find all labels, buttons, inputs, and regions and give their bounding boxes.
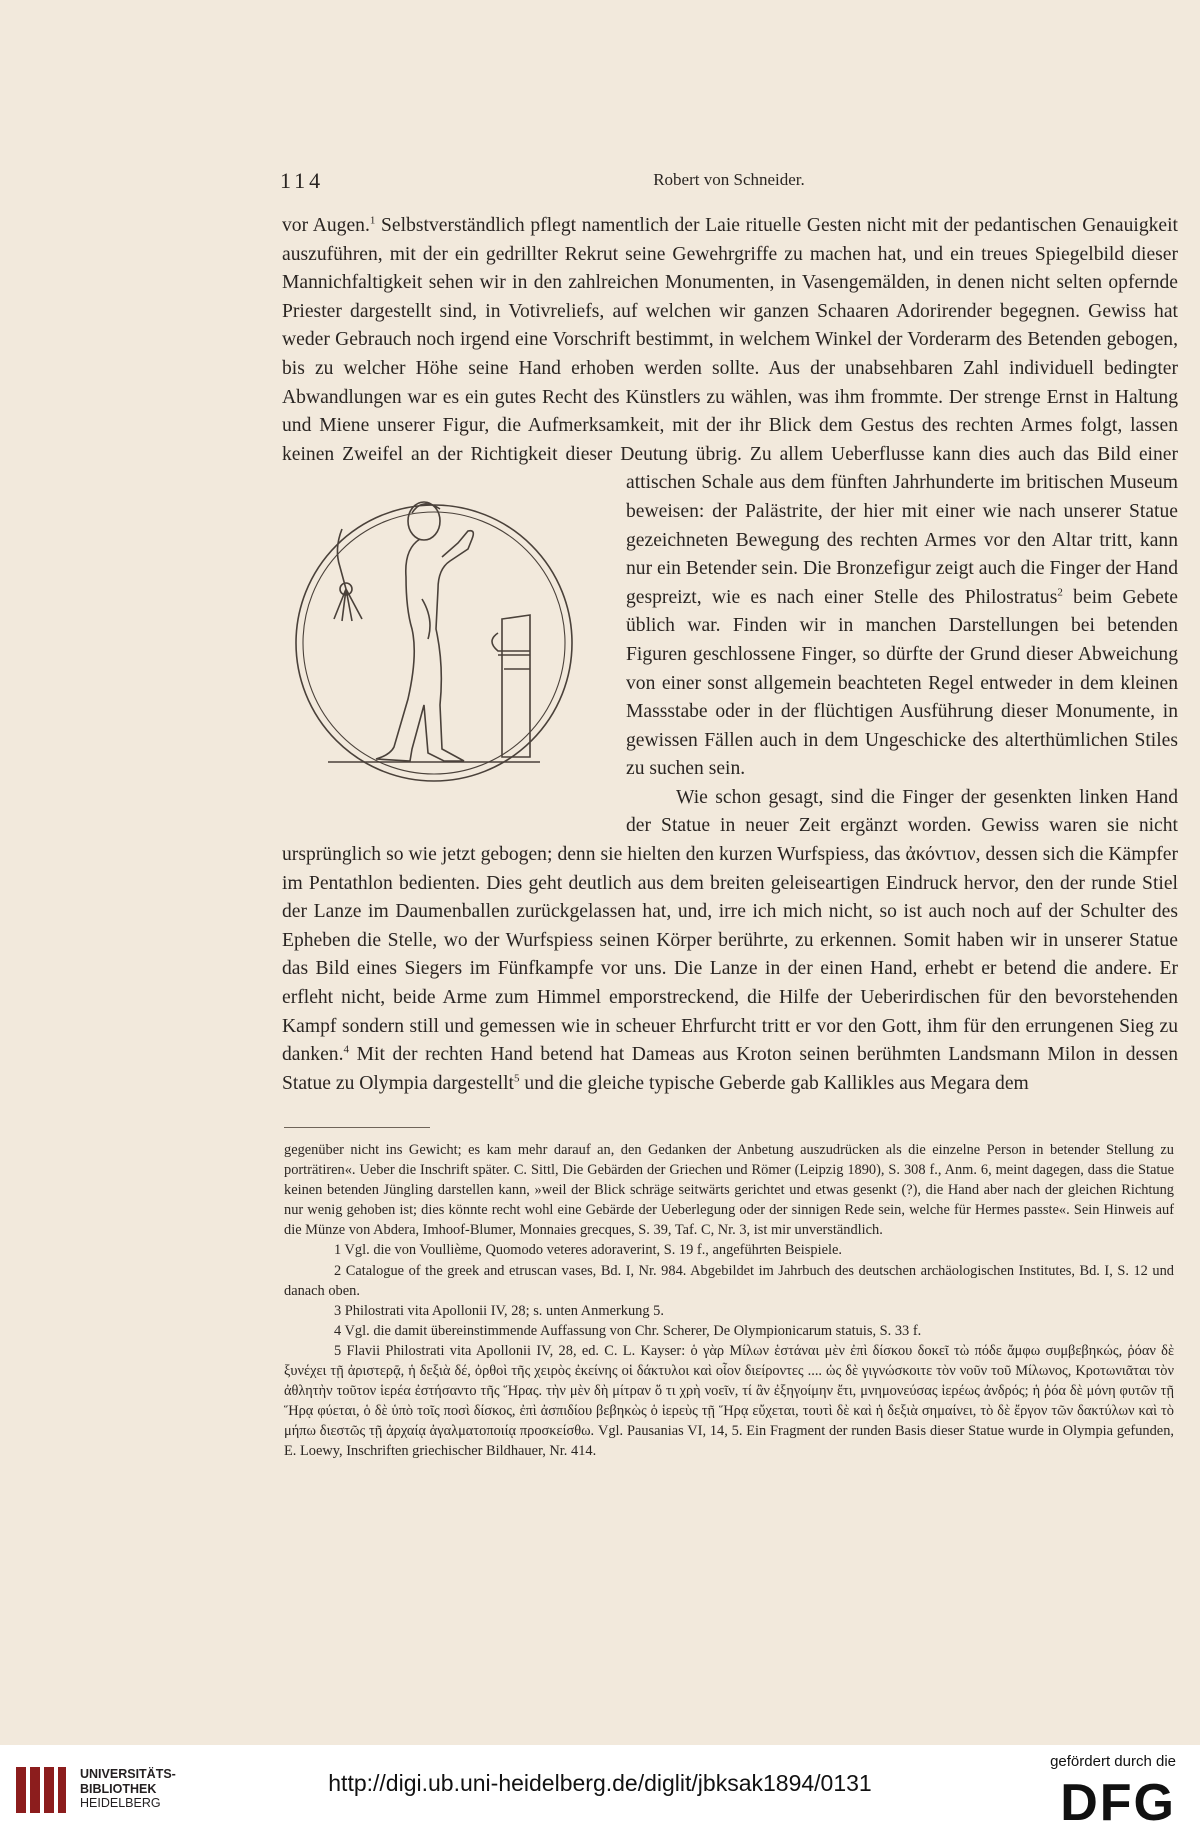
paragraph-1-text-b: Selbstverständlich pflegt namentlich der Laie rituelle Gesten nicht mit der pedantischen Genauigkeit auszuführen, mit der ein gedrillter Rekrut seine Gewehrgriffe zu machen hat, und ein treues Spiegelbild dieser Mannichfaltigkeit sehen wir in den zahlreichen Monumenten, in Vasengemälden, in denen nicht selten opfernde Priester dargestellt sind, in Votivreliefs, auf welchen wir ganzen Schaaren Adorirender begegnen. Gewiss hat weder Gebrauch noch irgend eine Vorschrift bestimmt, in welchem Winkel der Vorderarm des Betenden gebogen, bis zu welcher Höhe seine Hand erhoben werden sollte. Aus der unabsehbaren Zahl individuell bedingter Abwandlungen war es ein gutes Recht des Künstlers zu wählen, was ihm frommte. Der strenge Ernst in Haltung und Miene unserer Figur, die Aufmerksamkeit, mit der ihr Blick dem Gestus des rechten Armes folgt, lassen keinen Zweifel an der Richtigkeit dieser Deutung übrig. Zu allem Ueberflusse kann dies auch das Bild einer attischen Schale aus dem fünften Jahrhunderte im britischen Museum [282,215,1178,494]
footnotes [284,1140,1174,1462]
inner-ring [303,512,565,774]
head-icon [408,502,440,540]
funding-caption: gefördert durch die [1050,1753,1176,1770]
main-text [282,212,1178,1098]
footnote-continuation: gegenüber nicht ins Gewicht; es kam mehr darauf an, den Gedanken der Anbetung auszudrücken als die einzelne Person in betender Stellung zu porträtiren«. Ueber die Inschrift später. C. Sittl, Die Gebärden der Griechen und Römer (Leipzig 1890), S. 308 f., Anm. 6, meint dagegen, dass die Statue keinen betenden Jüngling darstellen kann, »weil der Blick schräge seitwärts gerichtet und etwas gesenkt (?), die Hand aber nach der gleichen Richtung nur wenig gehoben ist; dies könnte recht wohl eine Gebärde der Ueberlegung oder der sinnigen Rede sein, welche für Hermes passte«. Sein Hinweis auf die Münze von Abdera, Imhoof-Blumer, Monnaies grecques, S. 39, Taf. C, Nr. 3, ist mir unverständlich. [284,1142,1174,1239]
paragraph-1-text-d: beim Gebete üblich war. Finden wir in manchen Darstellungen bei betenden Figuren geschlossene Finger, so dürfte der Grund dieser Abweichung von einer sonst allgemein beachteten Regel entweder in dem kleinen Massstabe oder in der flüchtigen Ausführung dieser Monumente, in gewissen Fällen auch in dem Ungeschicke des alterthümlichen Stiles zu suchen sein. [626,586,1178,780]
footnote-ref-4[interactable]: 4 [343,1043,349,1056]
paragraph-2-text-b: Mit der rechten Hand betend hat Dameas aus Kroton seinen berühmten Landsmann Milon in dessen Statue zu Olympia dargestellt [282,1044,1178,1094]
page-number: 114 [280,168,325,193]
paragraph-2-text-a: Wie schon gesagt, sind die Finger der gesenkten linken Hand der Statue in neuer Zeit ergänzt worden. Gewiss waren sie nicht ursprünglich so wie jetzt gebogen; denn sie hielten den kurzen Wurfspiess, das ἀκόντιον, dessen sich die Kämpfer im Pentathlon bedienten. Dies geht deutlich aus dem breiten geleiseartigen Eindruck hervor, den der runde Stiel der Lanze im Daumenballen zurückgelassen hat, und, irre ich mich nicht, so ist auch noch auf der Schulter des Epheben die Stelle, wo der Wurfspiess seinen Körper berührte, zu erkennen. Somit haben wir in unserer Statue das Bild eines Siegers im Fünfkampfe vor uns. Die Lanze in der einen Hand, erhebt er betend die andere. Er erfleht nicht, beide Arme zum Himmel emporstreckend, die Hilfe der Ueberirdischen für den bevorstehenden Kampf sondern still und gemessen wie in scheuer Ehrfurcht tritt er vor den Gott, ihm für den errungenen Sieg zu danken. [282,786,1178,1066]
paragraph-1 [282,212,1178,784]
library-name-line-2: BIBLIOTHEK [80,1781,157,1796]
page-header [280,168,1178,198]
footnote-1: 1 Vgl. die von Voullième, Quomodo veteres adoraverint, S. 19 f., angeführten Beispiele. [334,1242,842,1259]
figure-line-drawing [272,469,620,827]
athlete-figure [376,531,473,761]
footnote-4: 4 Vgl. die damit übereinstimmende Auffassung von Chr. Scherer, De Olympionicarum statuis, S. 33 f. [334,1322,922,1339]
dfg-logo[interactable]: DFG [1060,1774,1176,1832]
paragraph-2-text-c: und die gleiche typische Geberde gab Kallikles aus Megara dem [519,1072,1029,1094]
footnote-2: 2 Catalogue of the greek and etruscan vases, Bd. I, Nr. 984. Abgebildet im Jahrbuch des deutschen archäologischen Institutes, Bd. I, S. 12 und danach oben. [284,1262,1174,1299]
footnote-ref-1[interactable]: 1 [369,214,376,227]
vase-figure [272,469,620,827]
library-name-line-3: HEIDELBERG [80,1796,161,1810]
paragraph-1-text-a: vor Augen. [282,215,370,236]
footnote-ref-2[interactable]: 2 [1057,586,1063,599]
paragraph-2 [282,784,1178,1099]
footnote-5: 5 Flavii Philostrati vita Apollonii IV, 28, ed. C. L. Kayser: ὁ γὰρ Μίλων ἑστάναι μὲν ἐπὶ δίσκου δοκεῖ τὼ πόδε ἄμφω συμβεβηκώς, ῥόαν δὲ ξυνέχει τῇ ἀριστερᾷ, ἡ δεξιὰ δέ, ὀρθοὶ τῆς χειρὸς ἐκείνης οἱ δάκτυλοι καὶ οἷον διείροντες .... ὡς δὲ γιγνώσκοιτε τὸν νοῦν τοῦ Μίλωνος, Κροτωνιᾶται τὸν ἀθλητὴν τοῦτον ἱερέα ἐστήσαντο τῆς Ἥρας. τὴν μὲν δὴ μίτραν ὅ τι χρὴ νοεῖν, τί ἂν ἐξηγοίμην ἔτι, μνημονεύσας ἱερέως ἀνδρός; ἡ ῥόα δὲ μόνη φυτῶν τῇ Ἥρᾳ φύεται, ὁ δὲ ὑπὸ τοῖς ποσὶ δίσκος, ἐπὶ ἀσπιδίου βεβηκὼς ὁ ἱερεὺς τῇ Ἥρᾳ εὔχεται, τουτὶ δὲ καὶ ἡ δεξιὰ σημαίνει, τὸ δὲ ἔργον τῶν δακτύλων καὶ τὸ μήπω διεστῶς τῇ ἀρχαίᾳ ἀγαλματοποιίᾳ προσκείσθω. Vgl. Pausanias VI, 14, 5. Ein Fragment der runden Basis dieser Statue wurde in Olympia gefunden, E. Loewy, Inschriften griechischer Bildhauer, Nr. 414. [284,1342,1174,1460]
footnote-3: 3 Philostrati vita Apollonii IV, 28; s. unten Anmerkung 5. [334,1302,664,1319]
paragraph-1-text-c: beweisen: der Palästrite, der hier mit einer wie nach unserer Statue gezeichneten Bewegung des rechten Armes vor den Altar tritt, kann nur ein Betender sein. Die Bronzefigur zeigt auch die Finger der Hand gespreizt, wie es nach einer Stelle des Philostratus [626,500,1178,608]
running-head: Robert von Schneider. [653,170,805,189]
strigil-icon [334,529,362,621]
altar-volute [492,633,530,651]
footnote-ref-5[interactable]: 5 [514,1072,520,1085]
footnote-divider [284,1127,430,1128]
permalink-url[interactable]: http://digi.ub.uni-heidelberg.de/diglit/jbksak1894/0131 [328,1770,872,1796]
library-name-line-1: UNIVERSITÄTS- [80,1767,176,1781]
viewer-footer [0,1745,1200,1835]
